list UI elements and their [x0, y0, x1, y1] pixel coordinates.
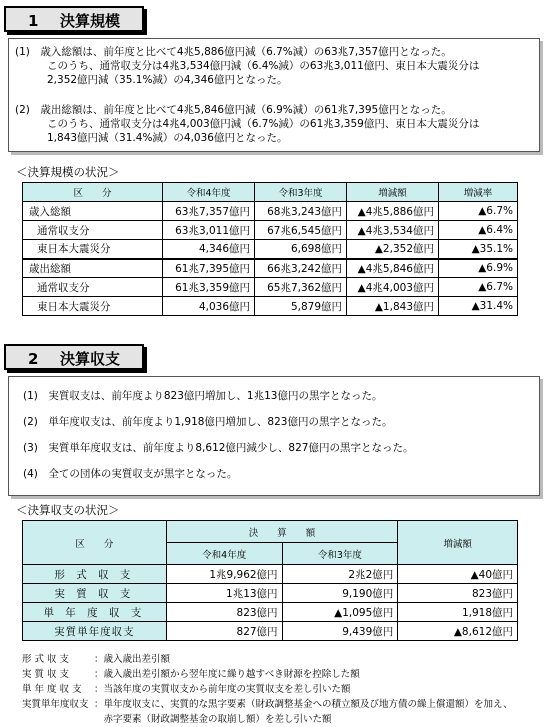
cell-r3: 66兆3,242億円: [255, 259, 347, 278]
item-marker: (2): [23, 416, 38, 428]
note-definition: 赤字要素（財政調整基金の取崩し額）を差し引いた額: [94, 714, 332, 725]
table-row: [23, 278, 518, 297]
note-term: 形 式 収 支: [22, 654, 70, 665]
cell-diff: ▲40億円: [398, 565, 518, 584]
table-2-caption: ＜決算収支の状況＞: [16, 503, 120, 517]
cell-r4: 1兆13億円: [166, 584, 282, 603]
paragraph-line: 1,843億円減（31.4%減）の4,036億円となった。: [47, 132, 288, 144]
note-definition: ：単年度収支に、実質的な黒字要素（財政調整基金への積立額及び地方債の繰上償還額）を加え、: [94, 699, 513, 710]
row-label: 東日本大震災分: [23, 297, 163, 316]
paragraph-line: 歳入総額は、前年度と比べて4兆5,886億円減（6.7%減）の63兆7,357億円となった。: [40, 46, 452, 58]
table-row: [23, 259, 518, 278]
list-item: [23, 441, 413, 455]
item-marker: (4): [23, 468, 38, 480]
note-definition: ：歳入歳出差引額: [94, 654, 171, 665]
cell-r4: 4,346億円: [163, 240, 255, 259]
settlement-scale-table: [22, 182, 518, 316]
row-label: 形 式 収 支: [23, 565, 167, 584]
note-term: 実 質 収 支: [22, 669, 70, 680]
section-number: 1: [28, 12, 39, 30]
cell-r4: 823億円: [166, 603, 282, 622]
cell-diff: ▲4兆5,886億円: [347, 202, 439, 221]
cell-r3: ▲1,095億円: [282, 603, 398, 622]
cell-r3: 67兆6,545億円: [255, 221, 347, 240]
cell-r3: 9,190億円: [282, 584, 398, 603]
cell-r3: 9,439億円: [282, 622, 398, 641]
cell-diff: ▲1,843億円: [347, 297, 439, 316]
item-text: 全ての団体の実質収支が黒字となった。: [48, 468, 238, 480]
table-1-caption: ＜決算規模の状況＞: [16, 165, 120, 179]
cell-rate: ▲6.7%: [439, 202, 518, 221]
note-line: [22, 667, 513, 682]
section-2-title: [4, 344, 144, 370]
table-row: [23, 584, 518, 603]
note-definition: ：歳入歳出差引額から翌年度に繰り越すべき財源を控除した額: [94, 669, 360, 680]
cell-diff: ▲4兆3,534億円: [347, 221, 439, 240]
table-row: [23, 565, 518, 584]
cell-r4: 827億円: [166, 622, 282, 641]
paragraph-line: 2,352億円減（35.1%減）の4,346億円となった。: [47, 74, 288, 86]
cell-diff: 823億円: [398, 584, 518, 603]
note-definition: ：当該年度の実質収支から前年度の実質収支を差し引いた額: [94, 684, 351, 695]
paragraph-2: [15, 103, 479, 145]
cell-r4: 61兆7,395億円: [163, 259, 255, 278]
cell-r3: 68兆3,243億円: [255, 202, 347, 221]
cell-diff: ▲4兆5,846億円: [347, 259, 439, 278]
table-row: [23, 240, 518, 259]
paragraph-marker: (2): [15, 104, 30, 116]
note-line: [22, 682, 513, 697]
header-r3: 令和3年度: [282, 543, 398, 565]
settlement-balance-table: [22, 520, 518, 641]
item-marker: (1): [23, 390, 38, 402]
cell-r3: 5,879億円: [255, 297, 347, 316]
item-text: 単年度収支は、前年度より1,918億円増加し、823億円の黒字となった。: [48, 416, 393, 428]
table-row: [23, 622, 518, 641]
cell-r4: 4,036億円: [163, 297, 255, 316]
cell-diff: 1,918億円: [398, 603, 518, 622]
row-label: 単 年 度 収 支: [23, 603, 167, 622]
header-diff: 増減額: [398, 521, 518, 565]
note-term: 実質単年度収支: [22, 699, 89, 710]
list-item: [23, 415, 392, 429]
row-label: 通常収支分: [23, 278, 163, 297]
row-label: 実 質 収 支: [23, 584, 167, 603]
cell-r4: 63兆3,011億円: [163, 221, 255, 240]
paragraph-line: 歳出総額は、前年度と比べて4兆5,846億円減（6.9%減）の61兆7,395億円となった。: [40, 104, 452, 116]
row-label: 歳出総額: [23, 259, 163, 278]
cell-rate: ▲35.1%: [439, 240, 518, 259]
note-line: [22, 712, 513, 727]
item-marker: (3): [23, 442, 38, 454]
cell-r3: 65兆7,362億円: [255, 278, 347, 297]
definition-notes: [22, 652, 513, 727]
table-row: [23, 297, 518, 316]
note-line: [22, 652, 513, 667]
row-label: 歳入総額: [23, 202, 163, 221]
cell-diff: ▲4兆4,003億円: [347, 278, 439, 297]
list-item: [23, 389, 382, 403]
header-kubun: 区 分: [23, 183, 163, 202]
row-label: 実質単年度収支: [23, 622, 167, 641]
table-row: [23, 221, 518, 240]
cell-rate: ▲6.9%: [439, 259, 518, 278]
section-1-title: [4, 6, 144, 32]
summary-box-1: [8, 38, 540, 152]
paragraph-line: このうち、通常収支分は4兆3,534億円減（6.4%減）の63兆3,011億円、東日本大震災分は: [47, 60, 480, 72]
section-number: 2: [28, 350, 39, 368]
section-heading: 決算収支: [60, 350, 121, 368]
paragraph-line: このうち、通常収支分は4兆4,003億円減（6.7%減）の61兆3,359億円、東日本大震災分は: [47, 118, 480, 130]
table-row: [23, 603, 518, 622]
item-text: 実質収支は、前年度より823億円増加し、1兆13億円の黒字となった。: [48, 390, 383, 402]
cell-r4: 1兆9,962億円: [166, 565, 282, 584]
cell-diff: ▲2,352億円: [347, 240, 439, 259]
cell-rate: ▲31.4%: [439, 297, 518, 316]
cell-r4: 61兆3,359億円: [163, 278, 255, 297]
header-diff: 増減額: [347, 183, 439, 202]
summary-box-2: [8, 376, 540, 496]
cell-diff: ▲8,612億円: [398, 622, 518, 641]
section-heading: 決算規模: [60, 12, 121, 30]
header-r3: 令和3年度: [255, 183, 347, 202]
paragraph-marker: (1): [15, 46, 30, 58]
cell-rate: ▲6.7%: [439, 278, 518, 297]
header-kubun: 区 分: [23, 521, 167, 565]
note-term: 単 年 度 収 支: [22, 684, 82, 695]
header-r4: 令和4年度: [166, 543, 282, 565]
header-rate: 増減率: [439, 183, 518, 202]
row-label: 東日本大震災分: [23, 240, 163, 259]
header-kessan: 決 算 額: [166, 521, 397, 543]
header-r4: 令和4年度: [163, 183, 255, 202]
item-text: 実質単年度収支は、前年度より8,612億円減少し、827億円の黒字となった。: [48, 442, 414, 454]
cell-rate: ▲6.4%: [439, 221, 518, 240]
list-item: [23, 467, 237, 481]
cell-r3: 6,698億円: [255, 240, 347, 259]
cell-r3: 2兆2億円: [282, 565, 398, 584]
note-line: [22, 697, 513, 712]
row-label: 通常収支分: [23, 221, 163, 240]
paragraph-1: [15, 45, 479, 87]
table-row: [23, 202, 518, 221]
cell-r4: 63兆7,357億円: [163, 202, 255, 221]
